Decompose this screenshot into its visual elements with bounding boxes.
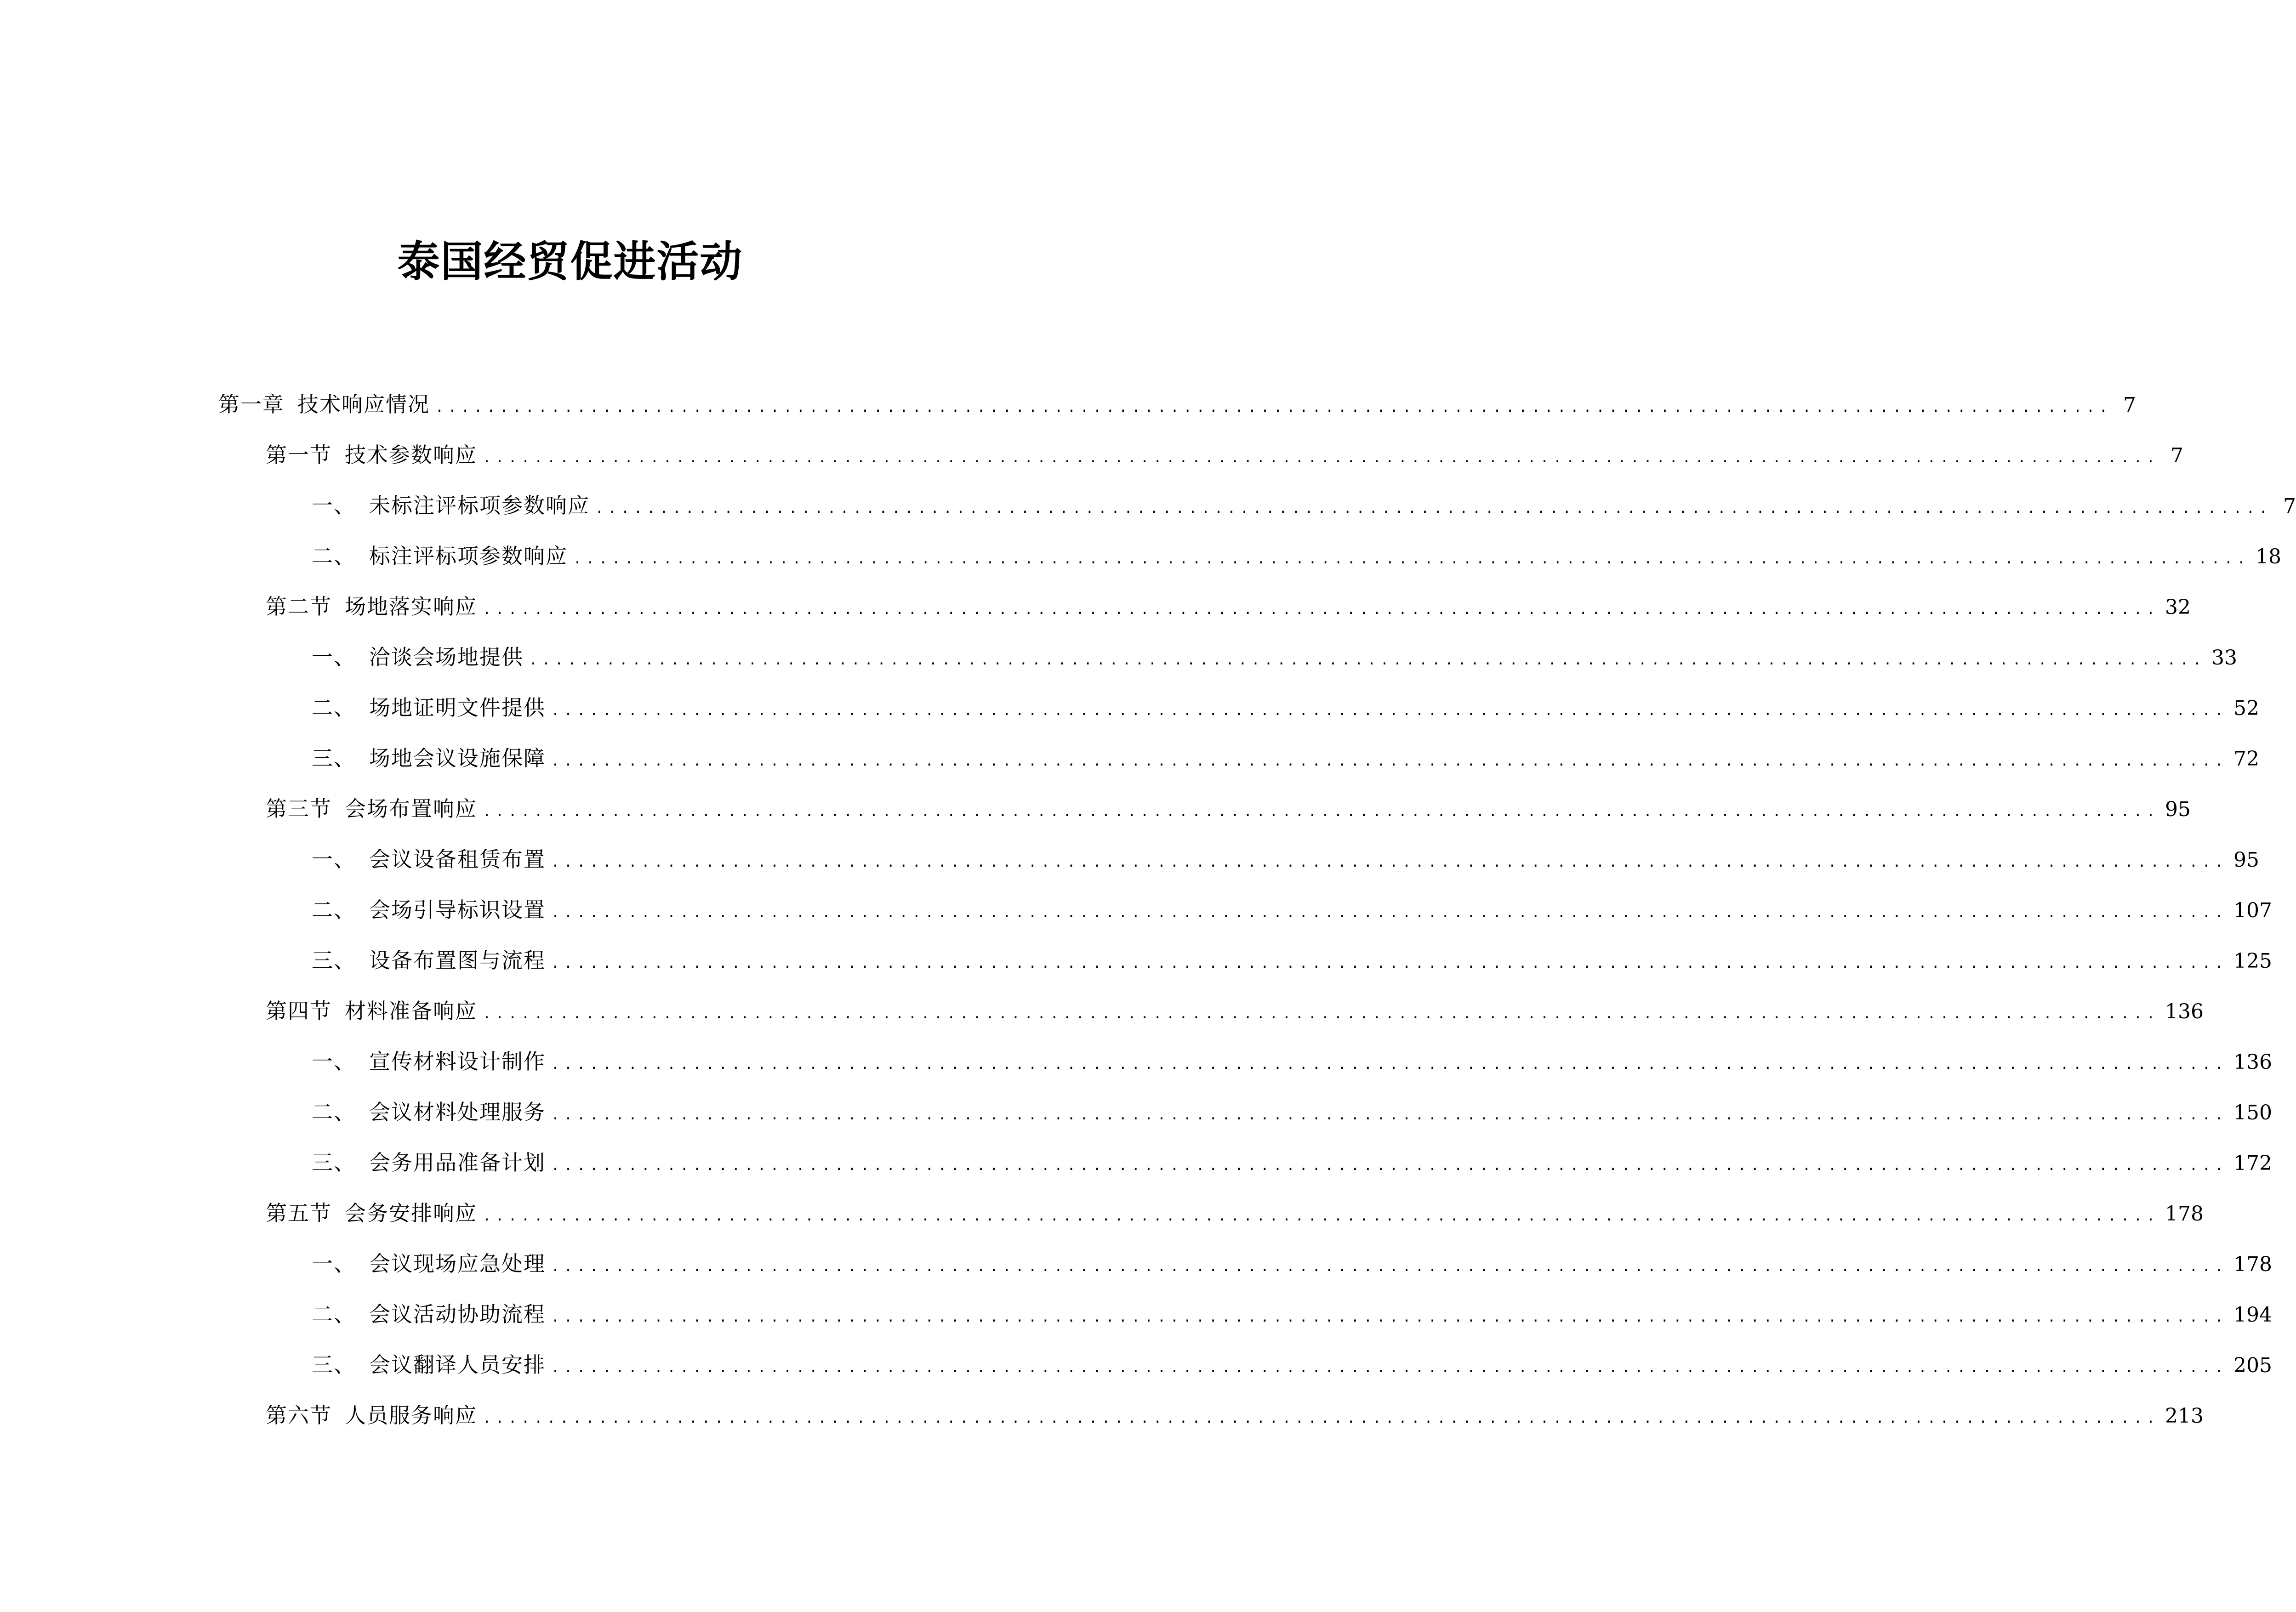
toc-entry[interactable] [312, 894, 2272, 926]
toc-page-number: 7 [2123, 393, 2136, 417]
toc-entry[interactable] [312, 742, 2259, 774]
toc-entry-title: 会议设备租赁布置 [369, 847, 546, 872]
toc-entry[interactable] [312, 540, 2281, 572]
toc-entry[interactable] [266, 793, 2191, 825]
toc-entry-number: 一、 [312, 1049, 356, 1074]
toc-dot-leader: .................................................................................................................................. [551, 1158, 2228, 1174]
toc-entry-title: 材料准备响应 [345, 999, 477, 1023]
toc-entry[interactable] [312, 843, 2259, 875]
toc-entry-title: 会议材料处理服务 [369, 1100, 546, 1124]
toc-entry-number: 二、 [312, 695, 356, 720]
toc-entry-number: 第一节 [266, 443, 332, 467]
toc-entry-number: 三、 [312, 746, 356, 771]
toc-dot-leader: .................................................................................................................................. [483, 1006, 2159, 1022]
toc-entry-number: 二、 [312, 544, 356, 568]
toc-dot-leader: .................................................................................................................................. [551, 1107, 2228, 1123]
toc-entry-title: 会议翻译人员安排 [369, 1352, 546, 1377]
toc-entry-title: 设备布置图与流程 [369, 948, 546, 973]
toc-entry-title: 洽谈会场地提供 [369, 645, 524, 670]
toc-page-number: 95 [2165, 798, 2191, 821]
toc-entry-number: 一、 [312, 645, 356, 670]
toc-page-number: 178 [2233, 1253, 2272, 1276]
toc-entry-title: 宣传材料设计制作 [369, 1049, 546, 1074]
toc-page-number: 52 [2233, 697, 2259, 720]
toc-dot-leader: .................................................................................................................................. [551, 1360, 2228, 1376]
toc-page-number: 7 [2283, 494, 2296, 518]
toc-dot-leader: .................................................................................................................................. [595, 500, 2272, 517]
toc-dot-leader: .................................................................................................................................. [551, 854, 2228, 870]
toc-dot-leader: .................................................................................................................................. [551, 753, 2228, 769]
toc-entry-title: 场地落实响应 [345, 594, 477, 619]
toc-entry-number: 三、 [312, 948, 356, 973]
document-title: 泰国经贸促进活动 [397, 237, 743, 286]
toc-entry-title: 会场引导标识设置 [369, 897, 546, 922]
toc-entry-title: 技术响应情况 [297, 392, 430, 417]
toc-entry[interactable] [312, 1248, 2272, 1280]
toc-page-number: 72 [2233, 747, 2259, 771]
toc-entry-title: 会务安排响应 [345, 1201, 477, 1226]
toc-entry[interactable] [312, 1096, 2272, 1128]
toc-dot-leader: .................................................................................................................................. [573, 551, 2250, 567]
toc-entry-number: 一、 [312, 1251, 356, 1276]
toc-entry[interactable] [266, 590, 2191, 623]
toc-page-number: 33 [2211, 646, 2237, 670]
toc-dot-leader: .................................................................................................................................. [483, 804, 2159, 820]
toc-dot-leader: .................................................................................................................................. [483, 602, 2159, 618]
toc-entry-title: 会议现场应急处理 [369, 1251, 546, 1276]
toc-page-number: 7 [2171, 444, 2183, 467]
toc-dot-leader: .................................................................................................................................. [483, 450, 2159, 466]
toc-dot-leader: .................................................................................................................................. [483, 1410, 2159, 1426]
toc-page-number: 107 [2233, 899, 2272, 922]
toc-entry-title: 会务用品准备计划 [369, 1150, 546, 1175]
toc-page-number: 194 [2233, 1303, 2272, 1327]
toc-entry[interactable] [312, 944, 2272, 976]
toc-entry-number: 第二节 [266, 594, 332, 619]
toc-entry[interactable] [266, 1399, 2204, 1431]
toc-entry[interactable] [312, 1045, 2272, 1078]
toc-dot-leader: .................................................................................................................................. [551, 955, 2228, 971]
toc-entry-title: 未标注评标项参数响应 [369, 493, 590, 518]
toc-entry[interactable] [266, 439, 2183, 471]
toc-dot-leader: .................................................................................................................................. [551, 905, 2228, 921]
toc-entry-title: 会场布置响应 [345, 796, 477, 821]
toc-page-number: 172 [2233, 1152, 2272, 1175]
toc-entry-title: 场地证明文件提供 [369, 695, 546, 720]
toc-page-number: 18 [2256, 545, 2281, 568]
toc-page-number: 136 [2233, 1050, 2272, 1074]
toc-entry-number: 二、 [312, 1302, 356, 1327]
toc-entry-number: 第一章 [218, 392, 285, 417]
toc-dot-leader: .................................................................................................................................. [551, 1309, 2228, 1325]
toc-page-number: 205 [2233, 1354, 2272, 1377]
toc-page-number: 125 [2233, 949, 2272, 973]
toc-dot-leader: .................................................................................................................................. [435, 399, 2112, 415]
toc-dot-leader: .................................................................................................................................. [551, 1056, 2228, 1073]
toc-entry[interactable] [218, 388, 2136, 420]
toc-entry-title: 技术参数响应 [345, 443, 477, 467]
toc-page-number: 213 [2165, 1404, 2204, 1428]
toc-entry-number: 第六节 [266, 1403, 332, 1428]
toc-entry-number: 三、 [312, 1352, 356, 1377]
toc-page-number: 150 [2233, 1101, 2272, 1124]
toc-dot-leader: .................................................................................................................................. [529, 652, 2206, 668]
toc-entry[interactable] [312, 489, 2296, 522]
toc-entry-title: 会议活动协助流程 [369, 1302, 546, 1327]
toc-dot-leader: .................................................................................................................................. [483, 1208, 2159, 1224]
toc-entry[interactable] [266, 995, 2204, 1027]
toc-entry-title: 标注评标项参数响应 [369, 544, 568, 568]
toc-page-number: 136 [2165, 1000, 2204, 1023]
toc-entry[interactable] [312, 1298, 2272, 1330]
toc-entry[interactable] [312, 1147, 2272, 1179]
toc-page-number: 178 [2165, 1202, 2204, 1226]
table-of-contents [0, 388, 2296, 1445]
toc-entry-number: 二、 [312, 897, 356, 922]
toc-entry-number: 第五节 [266, 1201, 332, 1226]
toc-entry[interactable] [312, 641, 2237, 673]
toc-entry-number: 三、 [312, 1150, 356, 1175]
toc-dot-leader: .................................................................................................................................. [551, 1259, 2228, 1275]
toc-entry-number: 一、 [312, 847, 356, 872]
toc-entry[interactable] [312, 1349, 2272, 1381]
toc-entry-number: 一、 [312, 493, 356, 518]
toc-entry-number: 第三节 [266, 796, 332, 821]
toc-entry-title: 人员服务响应 [345, 1403, 477, 1428]
toc-entry[interactable] [266, 1197, 2204, 1229]
toc-entry-number: 二、 [312, 1100, 356, 1124]
toc-entry[interactable] [312, 692, 2259, 724]
toc-dot-leader: .................................................................................................................................. [551, 703, 2228, 719]
toc-entry-title: 场地会议设施保障 [369, 746, 546, 771]
toc-entry-number: 第四节 [266, 999, 332, 1023]
toc-page-number: 95 [2233, 848, 2259, 872]
toc-page-number: 32 [2165, 596, 2191, 619]
